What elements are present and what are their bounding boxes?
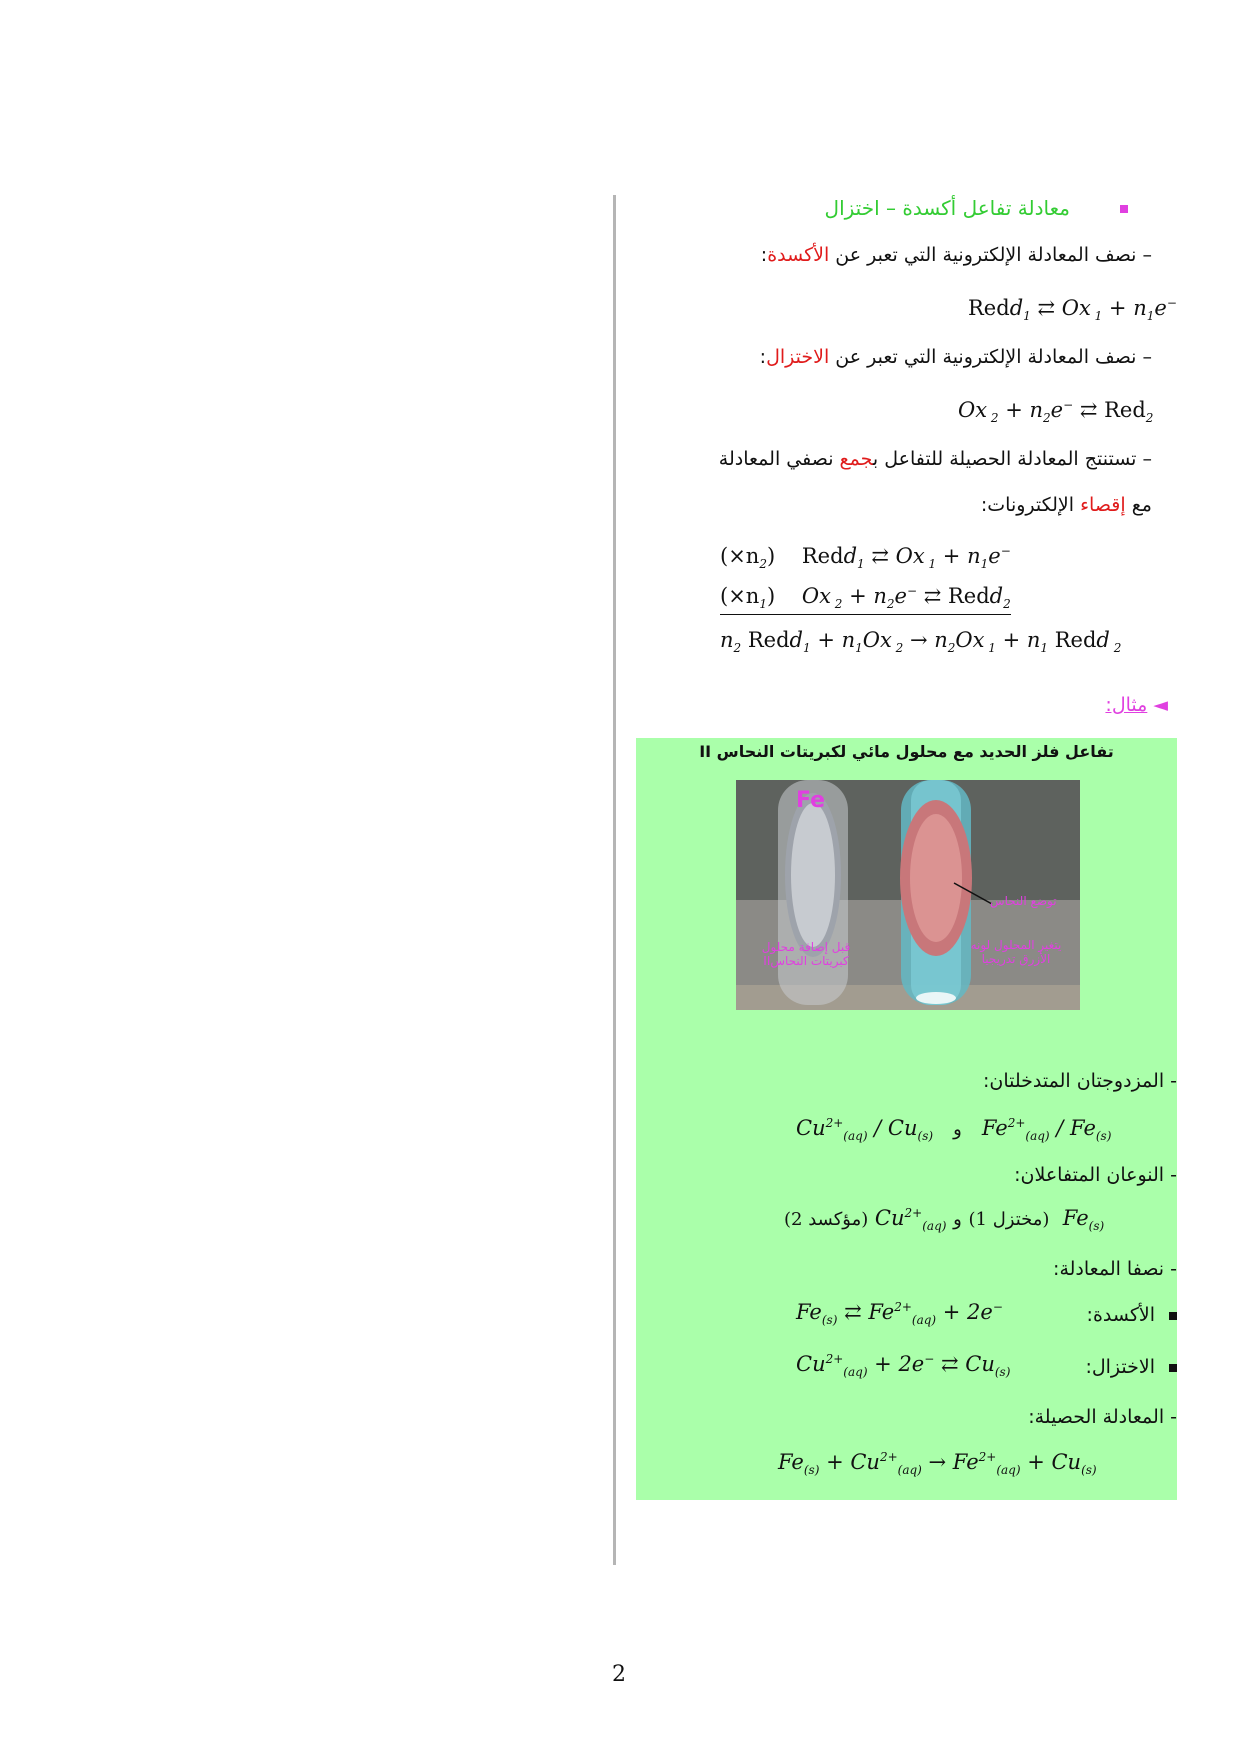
- reduction-bullet-icon: [1169, 1364, 1177, 1372]
- combined-equation-2: $(\times n_1)$ Ox $_2 + n_2e^-$ ⇄ Redd$_2$: [720, 584, 1011, 615]
- deduce-line-1-suffix: نصفي المعادلة: [718, 448, 840, 470]
- column-divider: [613, 195, 616, 1565]
- couples-label: - المزدوجتان المتدخلتان:: [983, 1070, 1177, 1092]
- oxidation-row-label: [1087, 1304, 1177, 1326]
- reduction-row-label: [1085, 1356, 1177, 1378]
- overall-equation: $Fe_{(s)} + Cu^{2+}_{(aq)} \to Fe^{2+}_{(aq)} + Cu_{(s)}$: [778, 1450, 1097, 1478]
- oxidation-intro-text: – نصف المعادلة الإلكترونية التي تعبر عن: [829, 244, 1152, 266]
- reduction-half-equation: Ox $_2 + n_2e^-$ ⇄ Red$_2$: [958, 398, 1154, 426]
- example-box: [636, 738, 1177, 1500]
- example-label: مثال:: [1105, 694, 1148, 716]
- reduction-label: الاختزال:: [1085, 1356, 1155, 1378]
- example-label-row: [1105, 694, 1168, 716]
- couples-equation: $Cu^{2+}_{(aq)} / Cu_{(s)}$ و $Fe^{2+}_{(aq)} / Fe_{(s)}$: [796, 1116, 1112, 1144]
- oxidation-highlight: الأكسدة: [767, 244, 830, 266]
- deduce-line-2: [981, 494, 1152, 516]
- fe-label: Fe: [796, 788, 826, 813]
- box-oxidation-equation: $Fe_{(s)}$ ⇄ $Fe^{2+}_{(aq)} + 2e^-$: [796, 1300, 1003, 1328]
- reduction-intro-colon: :: [759, 346, 767, 368]
- half-equations-label: - نصفا المعادلة:: [1053, 1258, 1177, 1280]
- reactants-line: (مؤكسد 2) $Cu^{2+}_{(aq)}$ و (مختزل 1) $Fe_{(s)}$: [784, 1206, 1105, 1234]
- oxidation-intro: [761, 244, 1152, 266]
- reduction-highlight: الاختزال: [766, 346, 830, 368]
- reactant-cu-role: (مؤكسد 2): [784, 1209, 869, 1230]
- combined-equation-sum: $n_2$ Redd$_1$ + $n_1Ox$ $_2 \to n_2Ox$ $_1 + n_1$ Redd $_2$: [720, 628, 1122, 656]
- oxidation-label: الأكسدة:: [1086, 1304, 1155, 1326]
- oxidation-half-equation: Redd$_1$ ⇄ Ox $_1 + n_1e^-$: [968, 296, 1177, 324]
- deduce-line-1-text: – تستنتج المعادلة الحصيلة للتفاعل ب: [872, 448, 1152, 470]
- reduction-intro-text: – نصف المعادلة الإلكترونية التي تعبر عن: [829, 346, 1152, 368]
- copper-deposit-label: توضع النحاس: [990, 894, 1057, 908]
- box-reduction-equation: $Cu^{2+}_{(aq)} + 2e^-$ ⇄ $Cu_{(s)}$: [796, 1352, 1011, 1380]
- reactants-and: و: [953, 1209, 962, 1230]
- reactant-fe-role: (مختزل 1): [968, 1209, 1050, 1230]
- example-box-title: تفاعل فلز الحديد مع محلول مائي لكبريتات النحاس II: [699, 742, 1114, 761]
- reactants-label: - النوعان المتفاعلان:: [1014, 1164, 1177, 1186]
- deduce-line-1: [719, 448, 1152, 470]
- couples-and: و: [953, 1119, 962, 1140]
- experiment-photo: [736, 780, 1080, 1010]
- reduction-intro: [760, 346, 1152, 368]
- deduce-highlight-eliminate: إقصاء: [1080, 494, 1126, 516]
- heading-bullet-icon: [1120, 205, 1128, 213]
- deduce-line-2-text: مع: [1125, 494, 1152, 516]
- page-number: 2: [612, 1662, 626, 1687]
- after-adding-label: يتغير المحلول لونه الأزرق تدريجيا: [970, 938, 1062, 966]
- deduce-highlight-sum: جمع: [839, 448, 873, 470]
- overall-label: - المعادلة الحصيلة:: [1028, 1406, 1177, 1428]
- oxidation-intro-colon: :: [760, 244, 768, 266]
- oxidation-bullet-icon: [1169, 1312, 1177, 1320]
- before-adding-label: قبل إضافة محلول كبريتات النحاسII: [761, 940, 851, 968]
- deduce-line-2-suffix: الإلكترونات:: [980, 494, 1081, 516]
- example-arrow-icon: ◄: [1153, 694, 1168, 716]
- section-heading: معادلة تفاعل أكسدة – اختزال: [824, 196, 1070, 220]
- combined-equation-1: $(\times n_2)$ Redd$_1$ ⇄ Ox $_1 + n_1e^-$: [720, 544, 1011, 572]
